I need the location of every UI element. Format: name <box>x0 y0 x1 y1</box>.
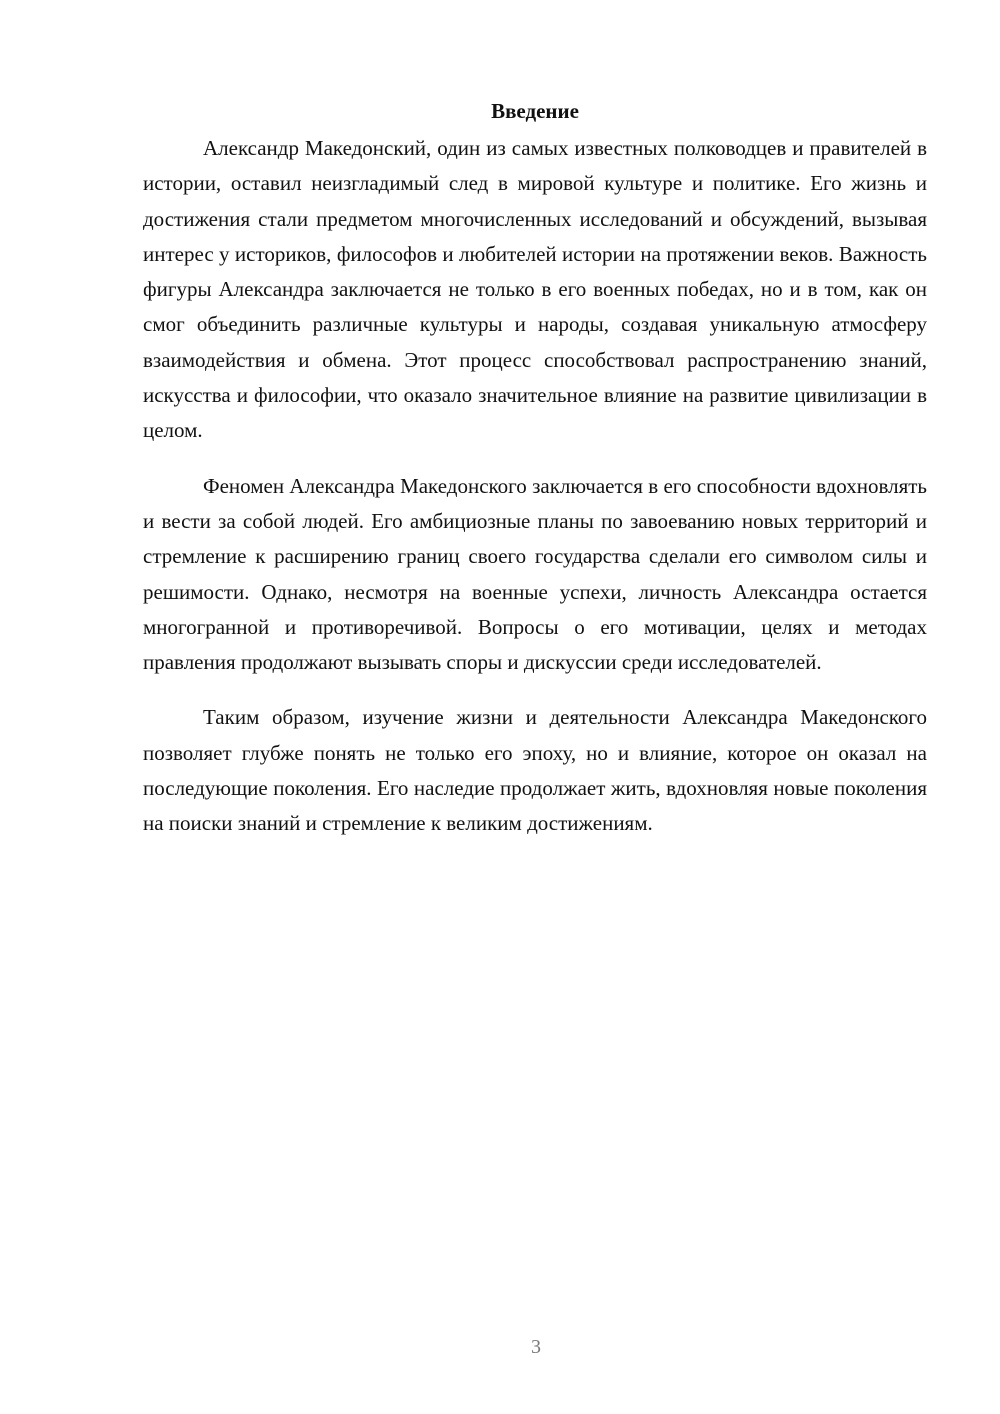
page-number: 3 <box>531 1336 541 1358</box>
paragraph-2: Феномен Александра Македонского заключается в его способности вдохновлять и вести за собой людей. Его амбициозные планы по завоеванию новых территорий и стремление к расширению границ своего государства сделали его символом силы и решимости. Однако, несмотря на военные успехи, личность Александра остается многогранной и противоречивой. Вопросы о его мотивации, целях и методах правления продолжают вызывать споры и дискуссии среди исследователей. <box>143 473 927 675</box>
document-body <box>143 95 927 862</box>
paragraph-1: Александр Македонский, один из самых известных полководцев и правителей в истории, оставил неизгладимый след в мировой культуре и политике. Его жизнь и достижения стали предметом многочисленных исследований и обсуждений, вызывая интерес у историков, философов и любителей истории на протяжении веков. Важность фигуры Александра заключается не только в его военных победах, но и в том, как он смог объединить различные культуры и народы, создавая уникальную атмосферу взаимодействия и обмена. Этот процесс способствовал распространению знаний, искусства и философии, что оказало значительное влияние на развитие цивилизации в целом. <box>143 136 927 443</box>
section-title: Введение <box>491 99 579 123</box>
paragraph-3: Таким образом, изучение жизни и деятельности Александра Македонского позволяет глубже понять не только его эпоху, но и влияние, которое он оказал на последующие поколения. Его наследие продолжает жить, вдохновляя новые поколения на поиски знаний и стремление к великим достижениям. <box>143 705 927 836</box>
